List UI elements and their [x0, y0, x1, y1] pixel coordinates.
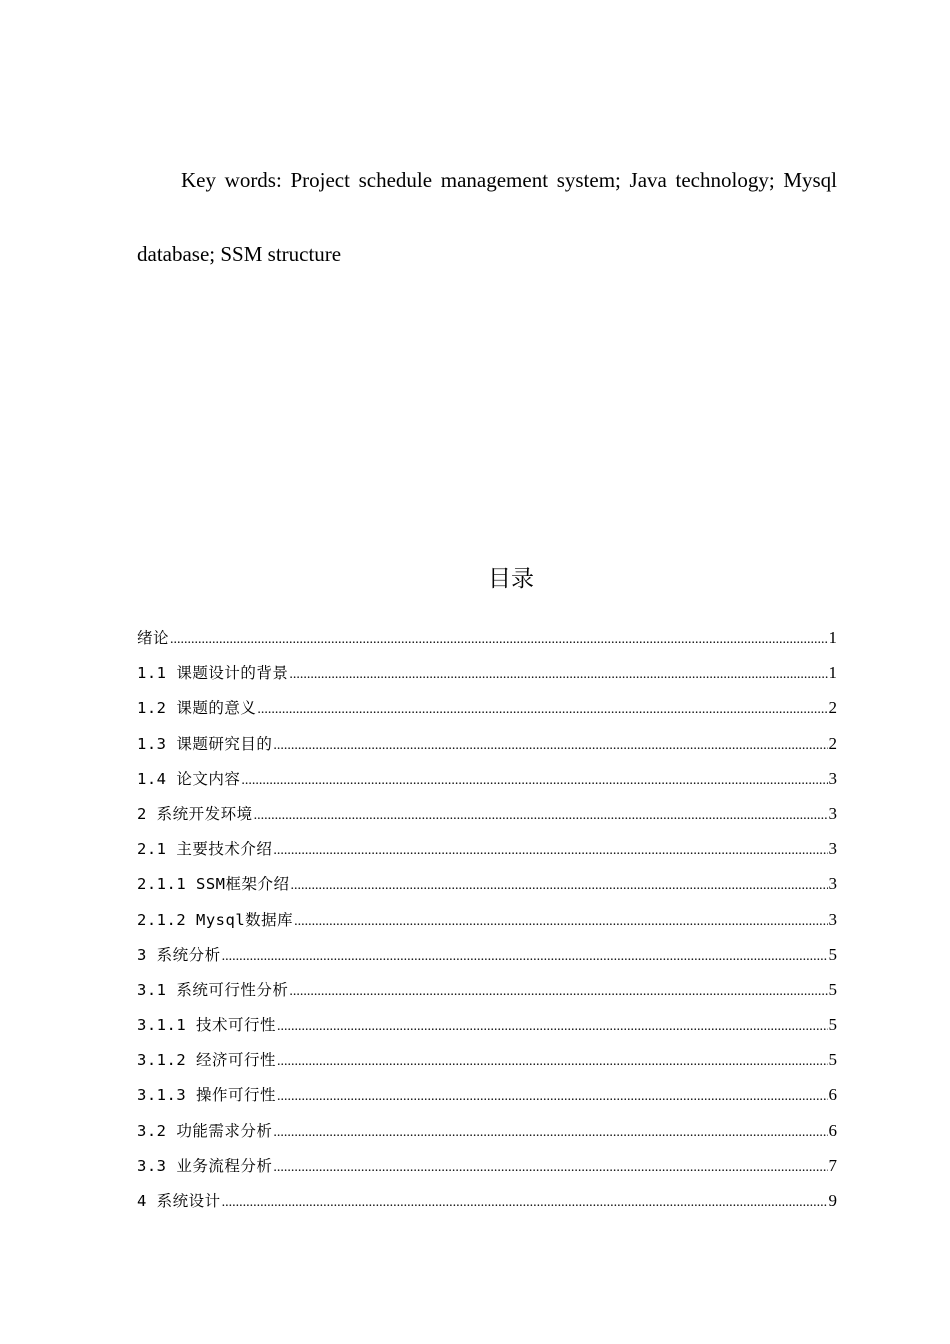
- toc-entry-page: 3: [828, 909, 837, 929]
- toc-entry-label: 3.1 系统可行性分析: [137, 980, 289, 999]
- toc-entry-label: 3.1.2 经济可行性: [137, 1051, 276, 1070]
- toc-entry-page: 6: [828, 1120, 837, 1140]
- toc-entry-page: 3: [828, 803, 837, 823]
- toc-leader-dots: [289, 984, 827, 1000]
- toc-entry[interactable]: [137, 978, 837, 1013]
- toc-leader-dots: [222, 1195, 828, 1211]
- toc-entry[interactable]: [137, 1154, 837, 1189]
- toc-entry[interactable]: [137, 1013, 837, 1048]
- toc-entry-page: 2: [828, 698, 837, 718]
- toc-entry-page: 1: [828, 628, 837, 647]
- toc-entry-page: 9: [828, 1191, 837, 1210]
- toc-entry-page: 1: [828, 663, 837, 683]
- toc-entry-label: 3.3 业务流程分析: [137, 1156, 273, 1175]
- toc-entry-label: 1.4 论文内容: [137, 769, 241, 788]
- toc-entry-label: 2.1.1 SSM框架介绍: [137, 875, 290, 894]
- toc-entry[interactable]: [137, 802, 837, 837]
- toc-leader-dots: [294, 914, 827, 930]
- toc-entry-page: 6: [828, 1085, 837, 1105]
- toc-leader-dots: [277, 1054, 828, 1070]
- toc-entry[interactable]: [137, 837, 837, 872]
- toc-entry-label: 1.3 课题研究目的: [137, 734, 273, 753]
- toc-entry-page: 3: [828, 874, 837, 894]
- toc-entry-page: 2: [828, 733, 837, 753]
- toc-entry-page: 5: [828, 1015, 837, 1035]
- toc-entry[interactable]: [137, 732, 837, 767]
- toc-entry[interactable]: [137, 908, 837, 943]
- toc-entry-page: 5: [828, 979, 837, 999]
- toc-entry[interactable]: [137, 696, 837, 731]
- toc-entry-label: 3 系统分析: [137, 945, 221, 964]
- toc-entry-page: 5: [828, 944, 837, 964]
- toc-entry-label: 1.1 课题设计的背景: [137, 664, 289, 683]
- toc-entry[interactable]: [137, 767, 837, 802]
- toc-leader-dots: [273, 738, 827, 754]
- toc-leader-dots: [291, 878, 828, 894]
- toc-entry[interactable]: [137, 1083, 837, 1118]
- toc-leader-dots: [273, 843, 827, 859]
- toc-leader-dots: [273, 1125, 827, 1141]
- toc-entry[interactable]: [137, 872, 837, 907]
- keywords-paragraph: Key words: Project schedule management system; Java technology; Mysql database; SSM structure: [137, 168, 837, 266]
- toc-entry-page: 5: [828, 1050, 837, 1070]
- toc-entry-label: 3.1.1 技术可行性: [137, 1016, 276, 1035]
- toc-leader-dots: [277, 1089, 828, 1105]
- toc-entry-label: 1.2 课题的意义: [137, 699, 257, 718]
- toc-leader-dots: [254, 808, 828, 824]
- toc-title: 目录: [488, 566, 534, 592]
- toc-leader-dots: [257, 702, 827, 718]
- toc-entry-page: 7: [828, 1155, 837, 1175]
- toc-entry-page: 3: [828, 768, 837, 788]
- toc-leader-dots: [277, 1019, 828, 1035]
- toc-entry-label: 绪论: [137, 629, 170, 647]
- toc-leader-dots: [170, 632, 827, 648]
- table-of-contents: [137, 626, 837, 1224]
- toc-leader-dots: [273, 1160, 827, 1176]
- toc-entry-label: 2.1 主要技术介绍: [137, 840, 273, 859]
- toc-entry-label: 2 系统开发环境: [137, 804, 253, 823]
- toc-leader-dots: [222, 949, 828, 965]
- toc-entry[interactable]: [137, 1048, 837, 1083]
- toc-entry-label: 2.1.2 Mysql数据库: [137, 910, 294, 929]
- toc-entry[interactable]: [137, 943, 837, 978]
- toc-entry[interactable]: [137, 661, 837, 696]
- toc-leader-dots: [289, 667, 827, 683]
- toc-entry[interactable]: [137, 626, 837, 661]
- toc-entry[interactable]: [137, 1119, 837, 1154]
- toc-entry-label: 3.1.3 操作可行性: [137, 1086, 276, 1105]
- toc-entry-label: 4 系统设计: [137, 1192, 221, 1210]
- toc-entry[interactable]: [137, 1189, 837, 1224]
- toc-entry-page: 3: [828, 839, 837, 859]
- toc-leader-dots: [241, 773, 827, 789]
- toc-entry-label: 3.2 功能需求分析: [137, 1121, 273, 1140]
